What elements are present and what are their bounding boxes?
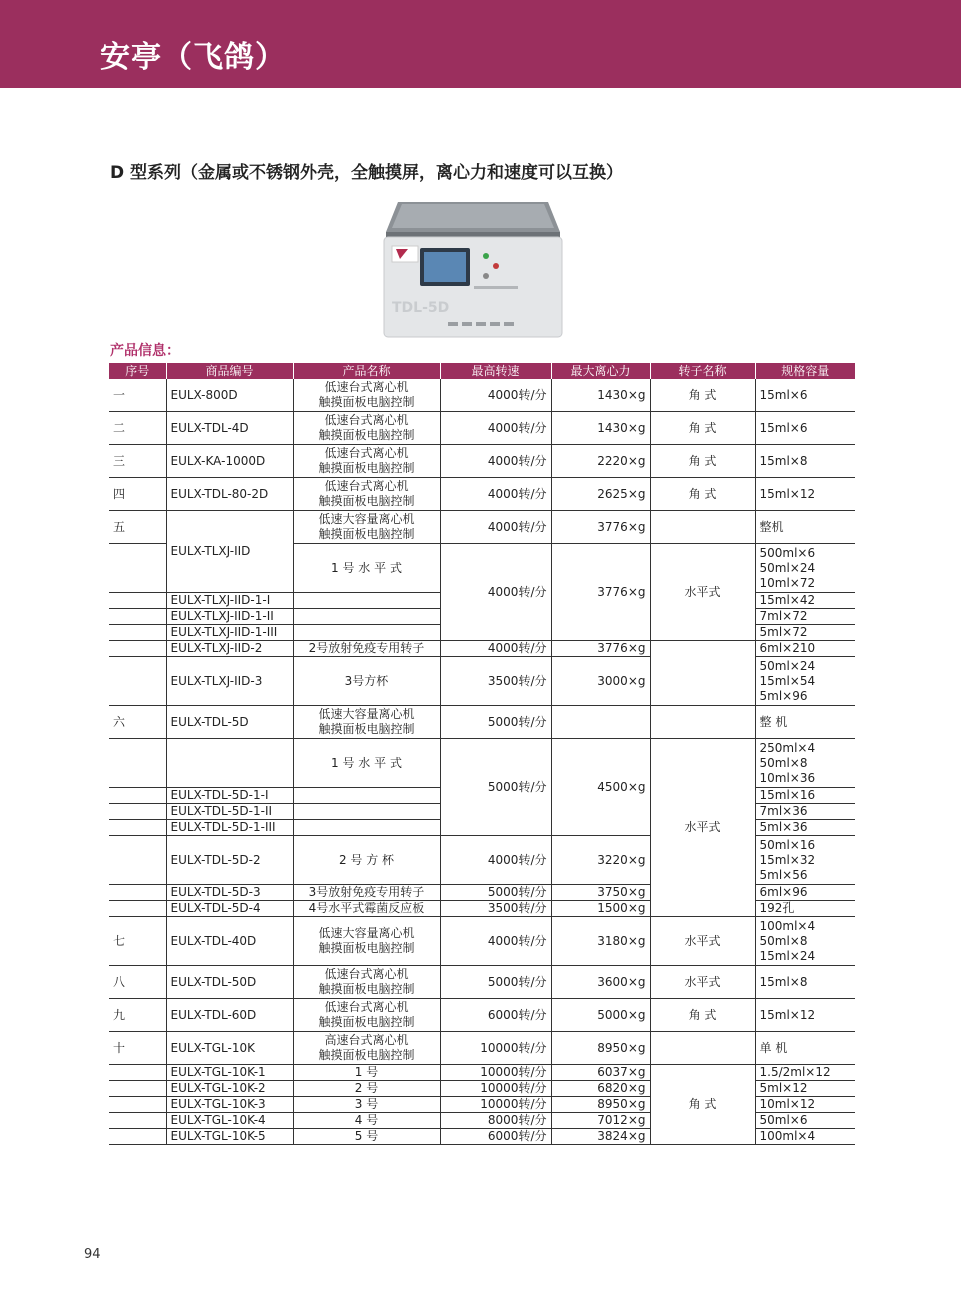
max-force: 2220×g: [551, 445, 650, 478]
max-force: 3776×g: [551, 511, 650, 544]
max-speed: 5000转/分: [440, 885, 551, 901]
product-code: EULX-TDL-5D-4: [166, 901, 293, 917]
product-code: EULX-TDL-4D: [166, 412, 293, 445]
product-code: EULX-TDL-5D-1-III: [166, 820, 293, 836]
rotor-name: 水平式: [650, 966, 755, 999]
product-name: 低速台式离心机 触摸面板电脑控制: [293, 966, 440, 999]
max-force: 3600×g: [551, 966, 650, 999]
product-info-label: 产品信息：: [110, 343, 180, 359]
max-speed: 4000转/分: [440, 917, 551, 966]
max-speed: 4000转/分: [440, 836, 551, 885]
product-code: EULX-TLXJ-IID-2: [166, 641, 293, 657]
row-number: 六: [109, 706, 166, 739]
max-speed: 4000转/分: [440, 379, 551, 412]
product-name: 3号放射免疫专用转子: [293, 885, 440, 901]
capacity: 1.5/2ml×12: [755, 1065, 855, 1081]
product-code: EULX-TLXJ-IID-1-III: [166, 625, 293, 641]
row-number: 二: [109, 412, 166, 445]
rotor-name: 角 式: [650, 445, 755, 478]
product-code: EULX-TDL-80-2D: [166, 478, 293, 511]
max-force: 4500×g: [551, 739, 650, 836]
product-name: 1 号 水 平 式: [293, 739, 440, 788]
product-name: 1 号: [293, 1065, 440, 1081]
capacity: 15ml×16: [755, 788, 855, 804]
product-name: 低速大容量离心机 触摸面板电脑控制: [293, 511, 440, 544]
product-code: EULX-TGL-10K: [166, 1032, 293, 1065]
max-speed: 10000转/分: [440, 1097, 551, 1113]
max-force: 6820×g: [551, 1081, 650, 1097]
capacity: 500ml×6 50ml×24 10ml×72: [755, 544, 855, 593]
table-row: [109, 706, 855, 739]
product-name: 低速台式离心机 触摸面板电脑控制: [293, 412, 440, 445]
row-number: 五: [109, 511, 166, 544]
table-header-row: [109, 363, 855, 379]
max-force: 3776×g: [551, 544, 650, 641]
max-speed: 4000转/分: [440, 478, 551, 511]
table-row: [109, 478, 855, 511]
product-name: 2 号 方 杯: [293, 836, 440, 885]
table-row: [109, 445, 855, 478]
product-name: 2号放射免疫专用转子: [293, 641, 440, 657]
max-force: 3776×g: [551, 641, 650, 657]
capacity: 250ml×4 50ml×8 10ml×36: [755, 739, 855, 788]
row-number: 三: [109, 445, 166, 478]
product-code: EULX-TDL-5D-3: [166, 885, 293, 901]
rotor-name: 角 式: [650, 1065, 755, 1145]
product-name: 低速台式离心机 触摸面板电脑控制: [293, 379, 440, 412]
capacity: 7ml×36: [755, 804, 855, 820]
max-speed: 8000转/分: [440, 1113, 551, 1129]
max-force: 8950×g: [551, 1097, 650, 1113]
product-name: 1 号 水 平 式: [293, 544, 440, 593]
max-force: 1500×g: [551, 901, 650, 917]
capacity: 15ml×6: [755, 379, 855, 412]
col-header: 转子名称: [650, 363, 755, 379]
max-force: 1430×g: [551, 379, 650, 412]
max-force: 7012×g: [551, 1113, 650, 1129]
product-code: EULX-TDL-40D: [166, 917, 293, 966]
col-header: 最大离心力: [551, 363, 650, 379]
rotor-name: [650, 511, 755, 544]
rotor-name: 水平式: [650, 739, 755, 917]
product-name: 高速台式离心机 触摸面板电脑控制: [293, 1032, 440, 1065]
max-speed: 3500转/分: [440, 657, 551, 706]
max-speed: 10000转/分: [440, 1081, 551, 1097]
page-number: 94: [84, 1247, 101, 1262]
table-row: [109, 739, 855, 788]
product-name: 低速台式离心机 触摸面板电脑控制: [293, 478, 440, 511]
capacity: 15ml×6: [755, 412, 855, 445]
max-speed: 4000转/分: [440, 511, 551, 544]
rotor-name: 角 式: [650, 379, 755, 412]
product-name: 低速大容量离心机 触摸面板电脑控制: [293, 917, 440, 966]
spec-table: [109, 363, 855, 1145]
row-number: 四: [109, 478, 166, 511]
brand-title: 安亭（飞鸽）: [100, 40, 286, 75]
capacity: 5ml×36: [755, 820, 855, 836]
capacity: 15ml×8: [755, 445, 855, 478]
max-speed: 4000转/分: [440, 445, 551, 478]
capacity: 15ml×12: [755, 999, 855, 1032]
table-row: [109, 412, 855, 445]
product-name: 3 号: [293, 1097, 440, 1113]
table-row: [109, 1032, 855, 1065]
product-code: EULX-TGL-10K-2: [166, 1081, 293, 1097]
capacity: 100ml×4: [755, 1129, 855, 1145]
product-name: 4号水平式霉菌反应板: [293, 901, 440, 917]
max-speed: 4000转/分: [440, 641, 551, 657]
row-number: 一: [109, 379, 166, 412]
capacity: 50ml×24 15ml×54 5ml×96: [755, 657, 855, 706]
table-row: [109, 641, 855, 657]
product-code: EULX-TDL-5D: [166, 706, 293, 739]
max-speed: 5000转/分: [440, 739, 551, 836]
max-force: 3824×g: [551, 1129, 650, 1145]
row-number: 八: [109, 966, 166, 999]
table-row: [109, 966, 855, 999]
product-name: 低速大容量离心机 触摸面板电脑控制: [293, 706, 440, 739]
col-header: 产品名称: [293, 363, 440, 379]
max-speed: 10000转/分: [440, 1032, 551, 1065]
capacity: 192孔: [755, 901, 855, 917]
capacity: 10ml×12: [755, 1097, 855, 1113]
max-speed: 6000转/分: [440, 999, 551, 1032]
capacity: 5ml×72: [755, 625, 855, 641]
max-force: 3750×g: [551, 885, 650, 901]
max-force: 2625×g: [551, 478, 650, 511]
rotor-name: 角 式: [650, 478, 755, 511]
product-code: EULX-TDL-50D: [166, 966, 293, 999]
product-code: EULX-TDL-5D-2: [166, 836, 293, 885]
max-speed: 10000转/分: [440, 1065, 551, 1081]
series-title: D 型系列（金属或不锈钢外壳，全触摸屏，离心力和速度可以互换）: [110, 163, 624, 183]
max-force: 1430×g: [551, 412, 650, 445]
rotor-name: 水平式: [650, 917, 755, 966]
product-name: 低速台式离心机 触摸面板电脑控制: [293, 445, 440, 478]
capacity: 7ml×72: [755, 609, 855, 625]
product-code: EULX-KA-1000D: [166, 445, 293, 478]
table-row: [109, 999, 855, 1032]
max-force: 6037×g: [551, 1065, 650, 1081]
max-speed: 3500转/分: [440, 901, 551, 917]
rotor-name: 角 式: [650, 999, 755, 1032]
product-name: 低速台式离心机 触摸面板电脑控制: [293, 999, 440, 1032]
capacity: 6ml×96: [755, 885, 855, 901]
product-code: EULX-TDL-5D-1-II: [166, 804, 293, 820]
row-number: 九: [109, 999, 166, 1032]
model-mark: TDL-5D: [392, 300, 450, 316]
centrifuge-photo: [378, 192, 568, 342]
capacity: 50ml×6: [755, 1113, 855, 1129]
product-name: 4 号: [293, 1113, 440, 1129]
max-force: 3000×g: [551, 657, 650, 706]
capacity: 整 机: [755, 706, 855, 739]
max-speed: 6000转/分: [440, 1129, 551, 1145]
max-speed: 4000转/分: [440, 412, 551, 445]
col-header: 商品编号: [166, 363, 293, 379]
product-code: EULX-TLXJ-IID-1-I: [166, 593, 293, 609]
col-header: 序号: [109, 363, 166, 379]
product-code: EULX-TGL-10K-5: [166, 1129, 293, 1145]
capacity: 100ml×4 50ml×8 15ml×24: [755, 917, 855, 966]
col-header: 规格容量: [755, 363, 855, 379]
table-row: [109, 511, 855, 544]
table-row: [109, 379, 855, 412]
max-force: 3180×g: [551, 917, 650, 966]
capacity: 6ml×210: [755, 641, 855, 657]
capacity: 整机: [755, 511, 855, 544]
capacity: 5ml×12: [755, 1081, 855, 1097]
product-name: 3号方杯: [293, 657, 440, 706]
capacity: 50ml×16 15ml×32 5ml×56: [755, 836, 855, 885]
capacity: 15ml×42: [755, 593, 855, 609]
table-row: [109, 1065, 855, 1081]
table-row: [109, 917, 855, 966]
row-number: 七: [109, 917, 166, 966]
product-code: EULX-TLXJ-IID: [166, 511, 293, 593]
product-name: 5 号: [293, 1129, 440, 1145]
capacity: 15ml×12: [755, 478, 855, 511]
capacity: 15ml×8: [755, 966, 855, 999]
product-code: EULX-800D: [166, 379, 293, 412]
rotor-name: 水平式: [650, 544, 755, 641]
product-code: EULX-TGL-10K-3: [166, 1097, 293, 1113]
product-code: EULX-TDL-5D-1-I: [166, 788, 293, 804]
max-force: 8950×g: [551, 1032, 650, 1065]
product-code: EULX-TGL-10K-4: [166, 1113, 293, 1129]
rotor-name: 角 式: [650, 412, 755, 445]
product-name: 2 号: [293, 1081, 440, 1097]
max-speed: 4000转/分: [440, 544, 551, 641]
col-header: 最高转速: [440, 363, 551, 379]
product-code: EULX-TGL-10K-1: [166, 1065, 293, 1081]
capacity: 单 机: [755, 1032, 855, 1065]
product-code: EULX-TLXJ-IID-3: [166, 657, 293, 706]
product-code: EULX-TLXJ-IID-1-II: [166, 609, 293, 625]
max-speed: 5000转/分: [440, 706, 551, 739]
max-speed: 5000转/分: [440, 966, 551, 999]
max-force: 3220×g: [551, 836, 650, 885]
max-force: 5000×g: [551, 999, 650, 1032]
product-code: EULX-TDL-60D: [166, 999, 293, 1032]
row-number: 十: [109, 1032, 166, 1065]
